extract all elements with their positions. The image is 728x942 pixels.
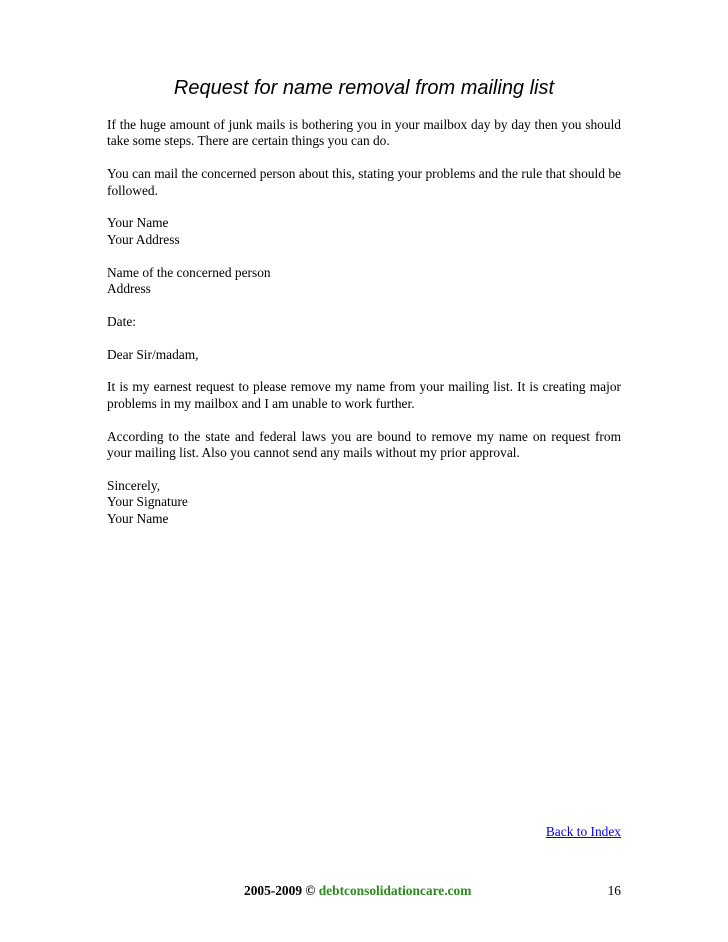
sender-address: Your Address <box>107 231 180 247</box>
closing-name: Your Name <box>107 510 169 526</box>
salutation: Dear Sir/madam, <box>107 346 199 362</box>
back-to-index-link[interactable]: Back to Index <box>545 824 621 839</box>
mail-paragraph: You can mail the concerned person about this, stating your problems and the rule that should be followed. <box>107 166 621 198</box>
closing-block <box>107 478 621 527</box>
recipient-block <box>107 265 621 298</box>
law-paragraph: According to the state and federal laws you are bound to remove my name on request from your mailing list. Also you cannot send any mails without my prior approval. <box>107 428 621 461</box>
document-title: Request for name removal from mailing list <box>173 77 555 99</box>
sender-name: Your Name <box>107 215 169 231</box>
request-paragraph: It is my earnest request to please remove my name from your mailing list. It is creating major problems in my mailbox and I am unable to work further. <box>107 379 621 411</box>
copyright-text: 2005-2009 © <box>244 883 316 898</box>
recipient-name: Name of the concerned person <box>107 264 271 280</box>
recipient-address: Address <box>107 281 151 297</box>
closing-valediction: Sincerely, <box>107 477 161 493</box>
sender-block <box>107 215 621 248</box>
site-name: debtconsolidationcare.com <box>318 883 472 898</box>
closing-signature: Your Signature <box>107 494 188 510</box>
document-body <box>107 117 621 543</box>
date-label: Date: <box>107 313 136 329</box>
intro-paragraph: If the huge amount of junk mails is bothering you in your mailbox day by day then you should take some steps. There are certain things you can do. <box>107 117 621 149</box>
page-number: 16 <box>607 883 621 898</box>
footer-copyright <box>244 883 471 899</box>
